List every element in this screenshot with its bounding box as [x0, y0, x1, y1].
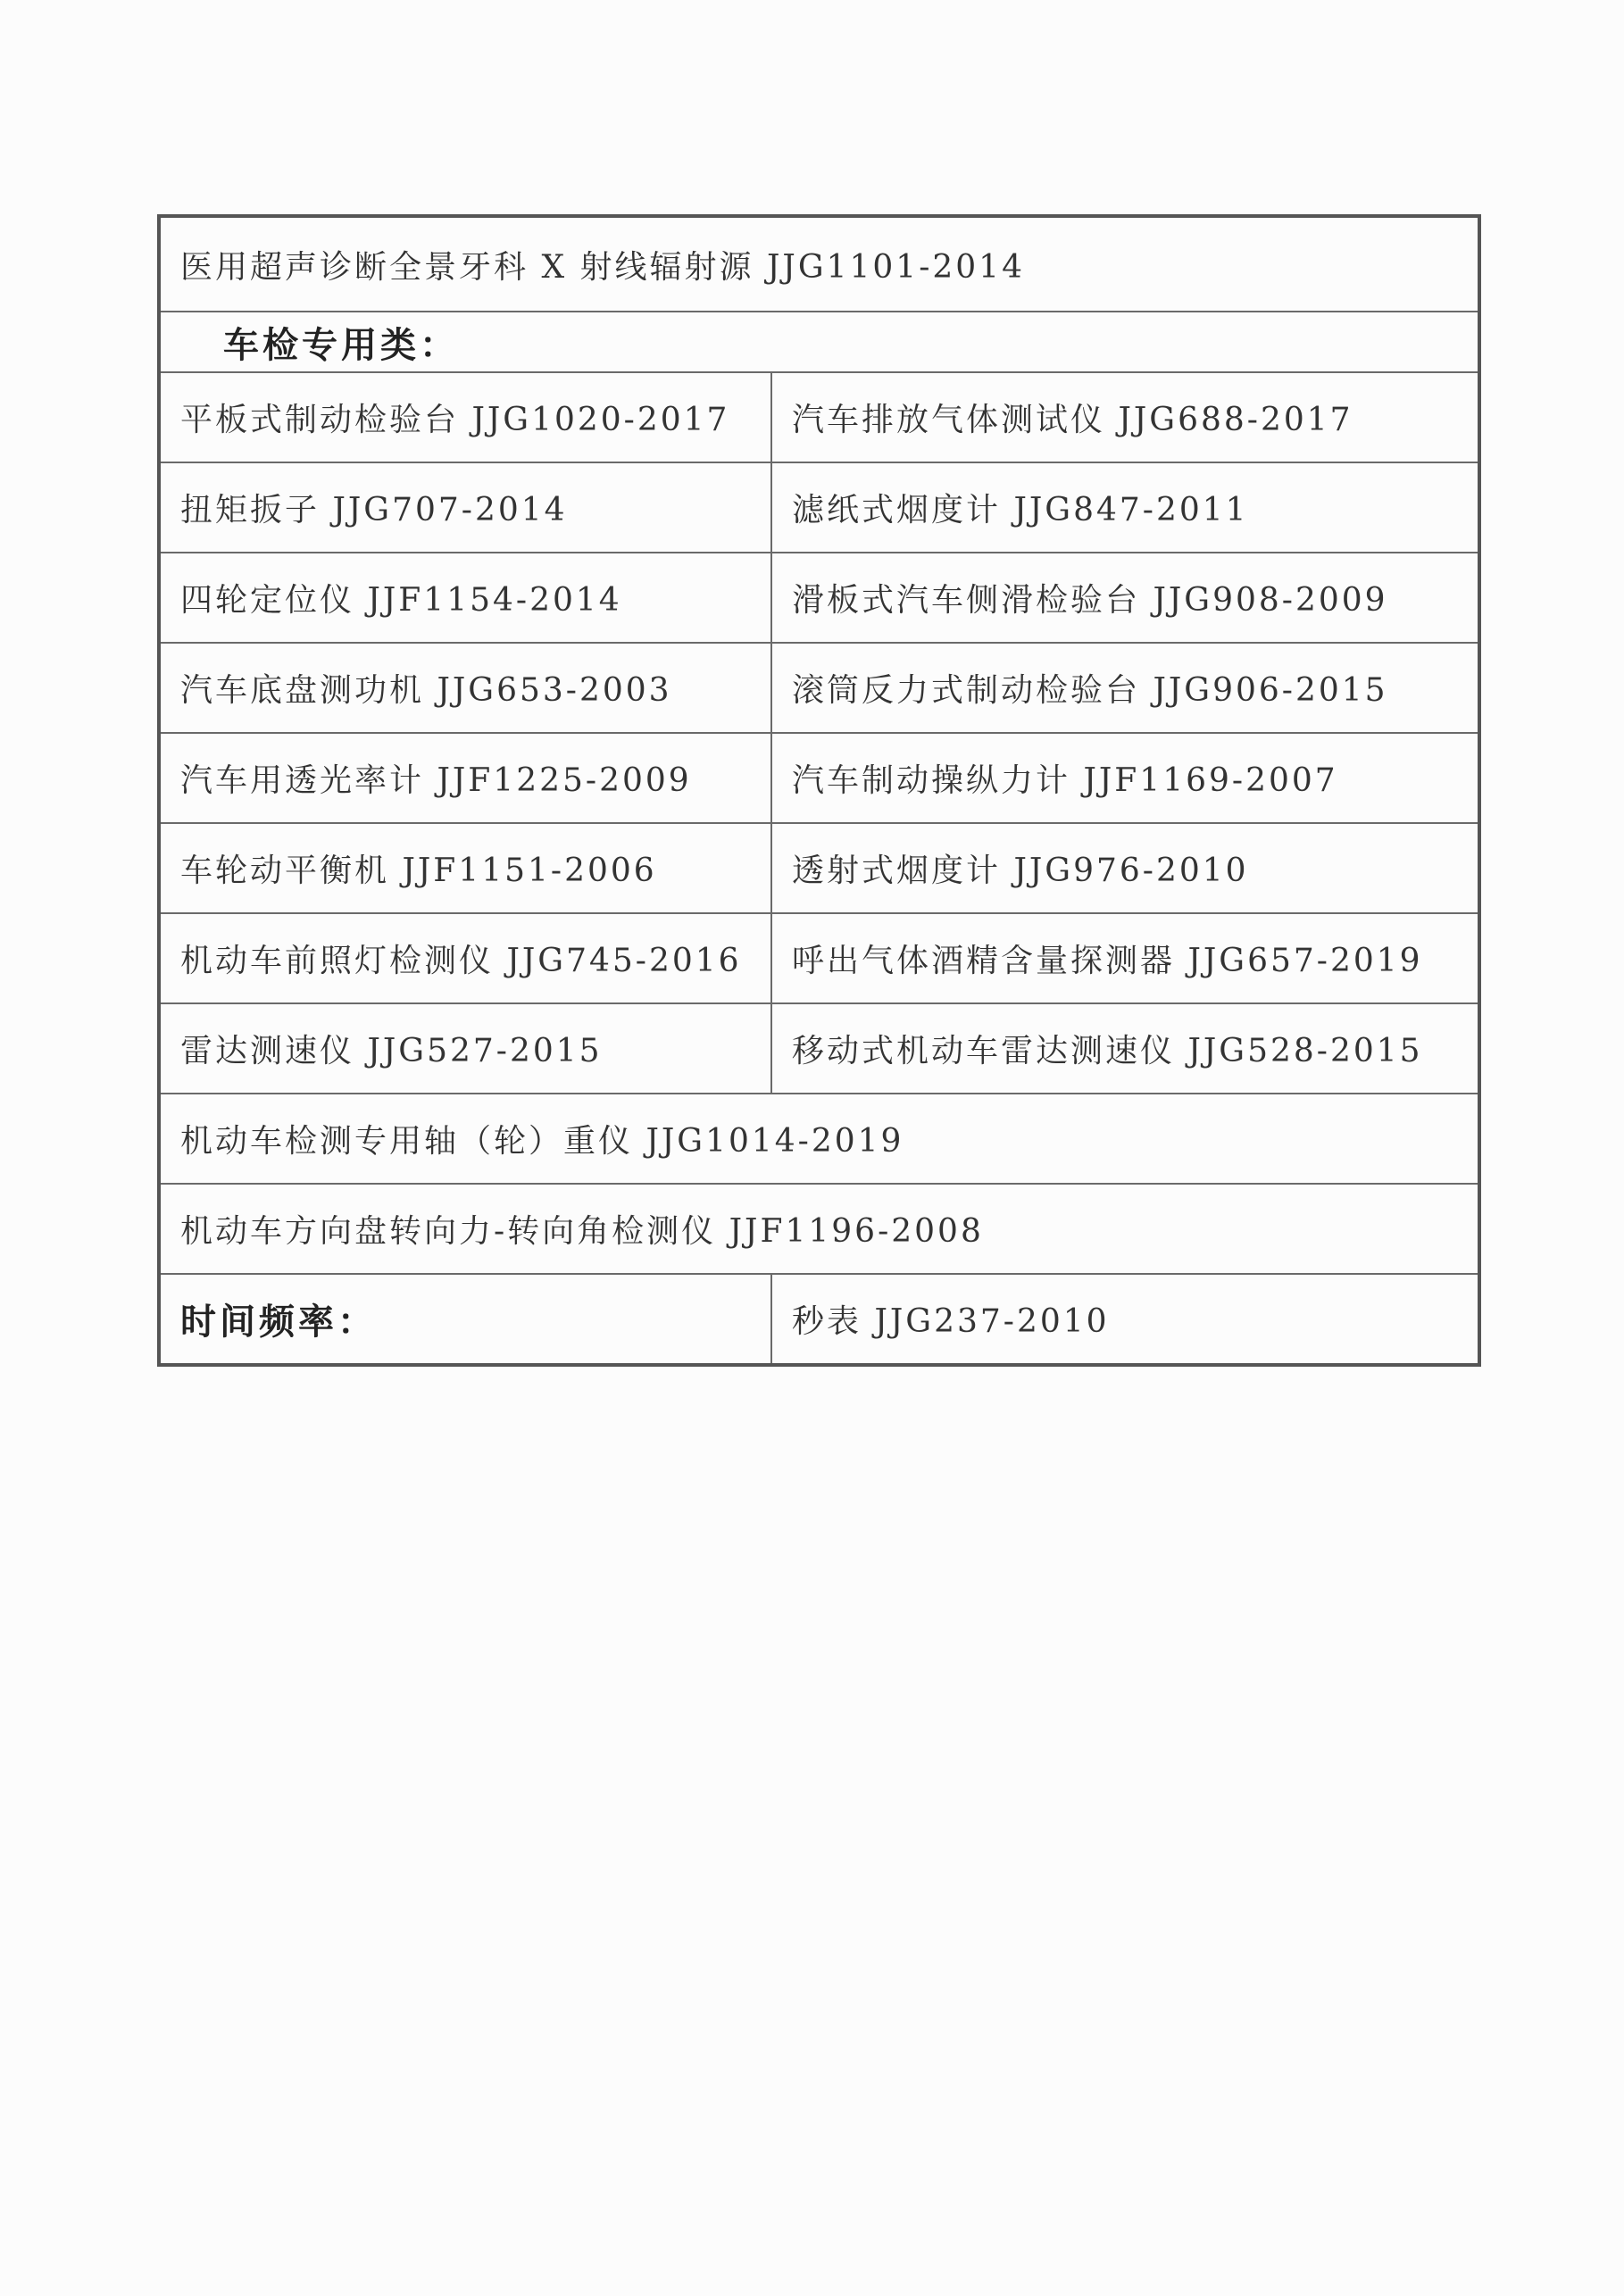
table-cell: 汽车排放气体测试仪 JJG688-2017: [771, 372, 1479, 462]
table-cell: 移动式机动车雷达测速仪 JJG528-2015: [771, 1003, 1479, 1094]
table-row: [159, 216, 1479, 312]
table-row: [159, 643, 1479, 733]
table-cell: 滤纸式烟度计 JJG847-2011: [771, 462, 1479, 553]
table-row: [159, 372, 1479, 462]
table-cell: 雷达测速仪 JJG527-2015: [159, 1003, 771, 1094]
table-row: [159, 913, 1479, 1003]
table-cell: 平板式制动检验台 JJG1020-2017: [159, 372, 771, 462]
table-cell: 透射式烟度计 JJG976-2010: [771, 823, 1479, 913]
table-cell: 车轮动平衡机 JJF1151-2006: [159, 823, 771, 913]
table-cell: 机动车检测专用轴（轮）重仪 JJG1014-2019: [159, 1094, 1479, 1184]
table-cell: 呼出气体酒精含量探测器 JJG657-2019: [771, 913, 1479, 1003]
section-heading-vehicle: 车检专用类：: [159, 312, 1479, 372]
table-row: [159, 733, 1479, 823]
table-cell: 医用超声诊断全景牙科 X 射线辐射源 JJG1101-2014: [159, 216, 1479, 312]
table-row: [159, 1274, 1479, 1365]
table-row: [159, 462, 1479, 553]
table-row: [159, 1094, 1479, 1184]
table-row: [159, 312, 1479, 372]
table-cell: 机动车前照灯检测仪 JJG745-2016: [159, 913, 771, 1003]
table-row: [159, 1184, 1479, 1274]
table-cell: 秒表 JJG237-2010: [771, 1274, 1479, 1365]
table-cell: 滚筒反力式制动检验台 JJG906-2015: [771, 643, 1479, 733]
table-row: [159, 553, 1479, 643]
table-cell: 汽车底盘测功机 JJG653-2003: [159, 643, 771, 733]
table-cell: 汽车制动操纵力计 JJF1169-2007: [771, 733, 1479, 823]
table-row: [159, 1003, 1479, 1094]
table-cell: 滑板式汽车侧滑检验台 JJG908-2009: [771, 553, 1479, 643]
section-heading-time: 时间频率：: [159, 1274, 771, 1365]
table-cell: 四轮定位仪 JJF1154-2014: [159, 553, 771, 643]
standards-table: [157, 214, 1481, 1367]
table-cell: 机动车方向盘转向力-转向角检测仪 JJF1196-2008: [159, 1184, 1479, 1274]
table-cell: 扭矩扳子 JJG707-2014: [159, 462, 771, 553]
table-cell: 汽车用透光率计 JJF1225-2009: [159, 733, 771, 823]
table-row: [159, 823, 1479, 913]
